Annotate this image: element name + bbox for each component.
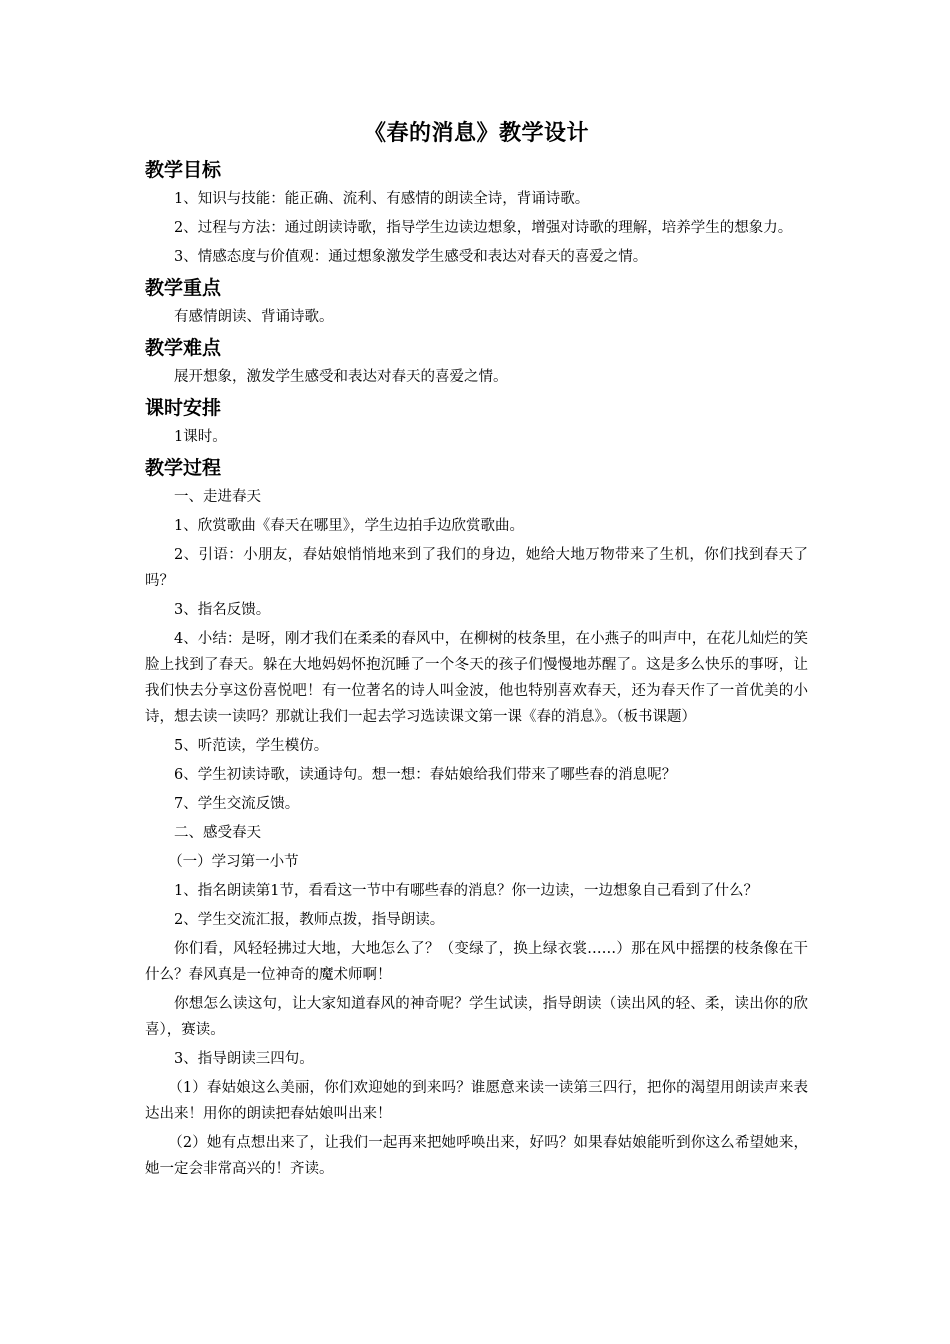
section-heading: 教学重点	[145, 277, 222, 299]
paragraph: 1、欣赏歌曲《春天在哪里》，学生边拍手边欣赏歌曲。	[174, 518, 524, 534]
paragraph: 3、指名反馈。	[174, 602, 271, 618]
section-heading: 教学目标	[145, 159, 222, 181]
section-heading: 教学难点	[145, 337, 222, 359]
paragraph: 展开想象，激发学生感受和表达对春天的喜爱之情。	[174, 369, 508, 385]
paragraph: 1、指名朗读第1节，看看这一节中有哪些春的消息？你一边读，一边想象自己看到了什么？	[174, 883, 758, 899]
paragraph: 3、指导朗读三四句。	[174, 1051, 314, 1067]
paragraph: 7、学生交流反馈。	[174, 796, 300, 812]
section-heading: 课时安排	[145, 397, 222, 419]
paragraph: （一）学习第一小节	[168, 854, 299, 870]
paragraph: 二、感受春天	[174, 825, 261, 841]
paragraph: 1、知识与技能：能正确、流利、有感情的朗读全诗，背诵诗歌。	[174, 191, 590, 207]
paragraph: 6、学生初读诗歌，读通诗句。想一想：春姑娘给我们带来了哪些春的消息呢？	[174, 767, 677, 783]
paragraph: 有感情朗读、背诵诗歌。	[174, 309, 334, 325]
paragraph: 5、听范读，学生模仿。	[174, 738, 329, 754]
document-title: 《春的消息》教学设计	[363, 121, 589, 146]
paragraph: 2、学生交流汇报，教师点拨，指导朗读。	[174, 912, 445, 928]
paragraph: 你想怎么读这句，让大家知道春风的神奇呢？学生试读，指导朗读（读出风的轻、柔，读出你的欣喜），赛读。	[145, 996, 808, 1038]
paragraph: 2、过程与方法：通过朗读诗歌，指导学生边读边想象，增强对诗歌的理解，培养学生的想象力。	[174, 220, 793, 236]
section-difficult-points	[145, 334, 808, 390]
paragraph: 一、走进春天	[174, 489, 261, 505]
paragraph: （2）她有点想出来了，让我们一起再来把她呼唤出来，好吗？如果春姑娘能听到你这么希望她来，她一定会非常高兴的！齐读。	[145, 1135, 808, 1177]
paragraph: （1）春姑娘这么美丽，你们欢迎她的到来吗？谁愿意来读一读第三四行，把你的渴望用朗读声来表达出来！用你的朗读把春姑娘叫出来！	[145, 1080, 808, 1122]
paragraph: 3、情感态度与价值观：通过想象激发学生感受和表达对春天的喜爱之情。	[174, 249, 648, 265]
section-teaching-process	[145, 454, 808, 1182]
paragraph: 2、引语：小朋友，春姑娘悄悄地来到了我们的身边，她给大地万物带来了生机，你们找到春天了吗？	[145, 547, 808, 589]
paragraph: 4、小结：是呀，刚才我们在柔柔的春风中，在柳树的枝条里，在小燕子的叫声中，在花儿灿烂的笑脸上找到了春天。躲在大地妈妈怀抱沉睡了一个冬天的孩子们慢慢地苏醒了。这是多么快乐的事呀，让我们快去分享这份喜悦吧！有一位著名的诗人叫金波，他也特别喜欢春天，还为春天作了一首优美的小诗，想去读一读吗？那就让我们一起去学习选读课文第一课《春的消息》。（板书课题）	[145, 631, 808, 725]
paragraph: 1课时。	[174, 429, 227, 445]
section-schedule	[145, 394, 808, 450]
paragraph: 你们看，风轻轻拂过大地，大地怎么了？（变绿了，换上绿衣裳……）那在风中摇摆的枝条像在干什么？春风真是一位神奇的魔术师啊！	[145, 941, 808, 983]
document-page	[145, 118, 808, 1185]
section-heading: 教学过程	[145, 457, 222, 479]
section-teaching-objectives	[145, 156, 808, 270]
section-key-points	[145, 274, 808, 330]
